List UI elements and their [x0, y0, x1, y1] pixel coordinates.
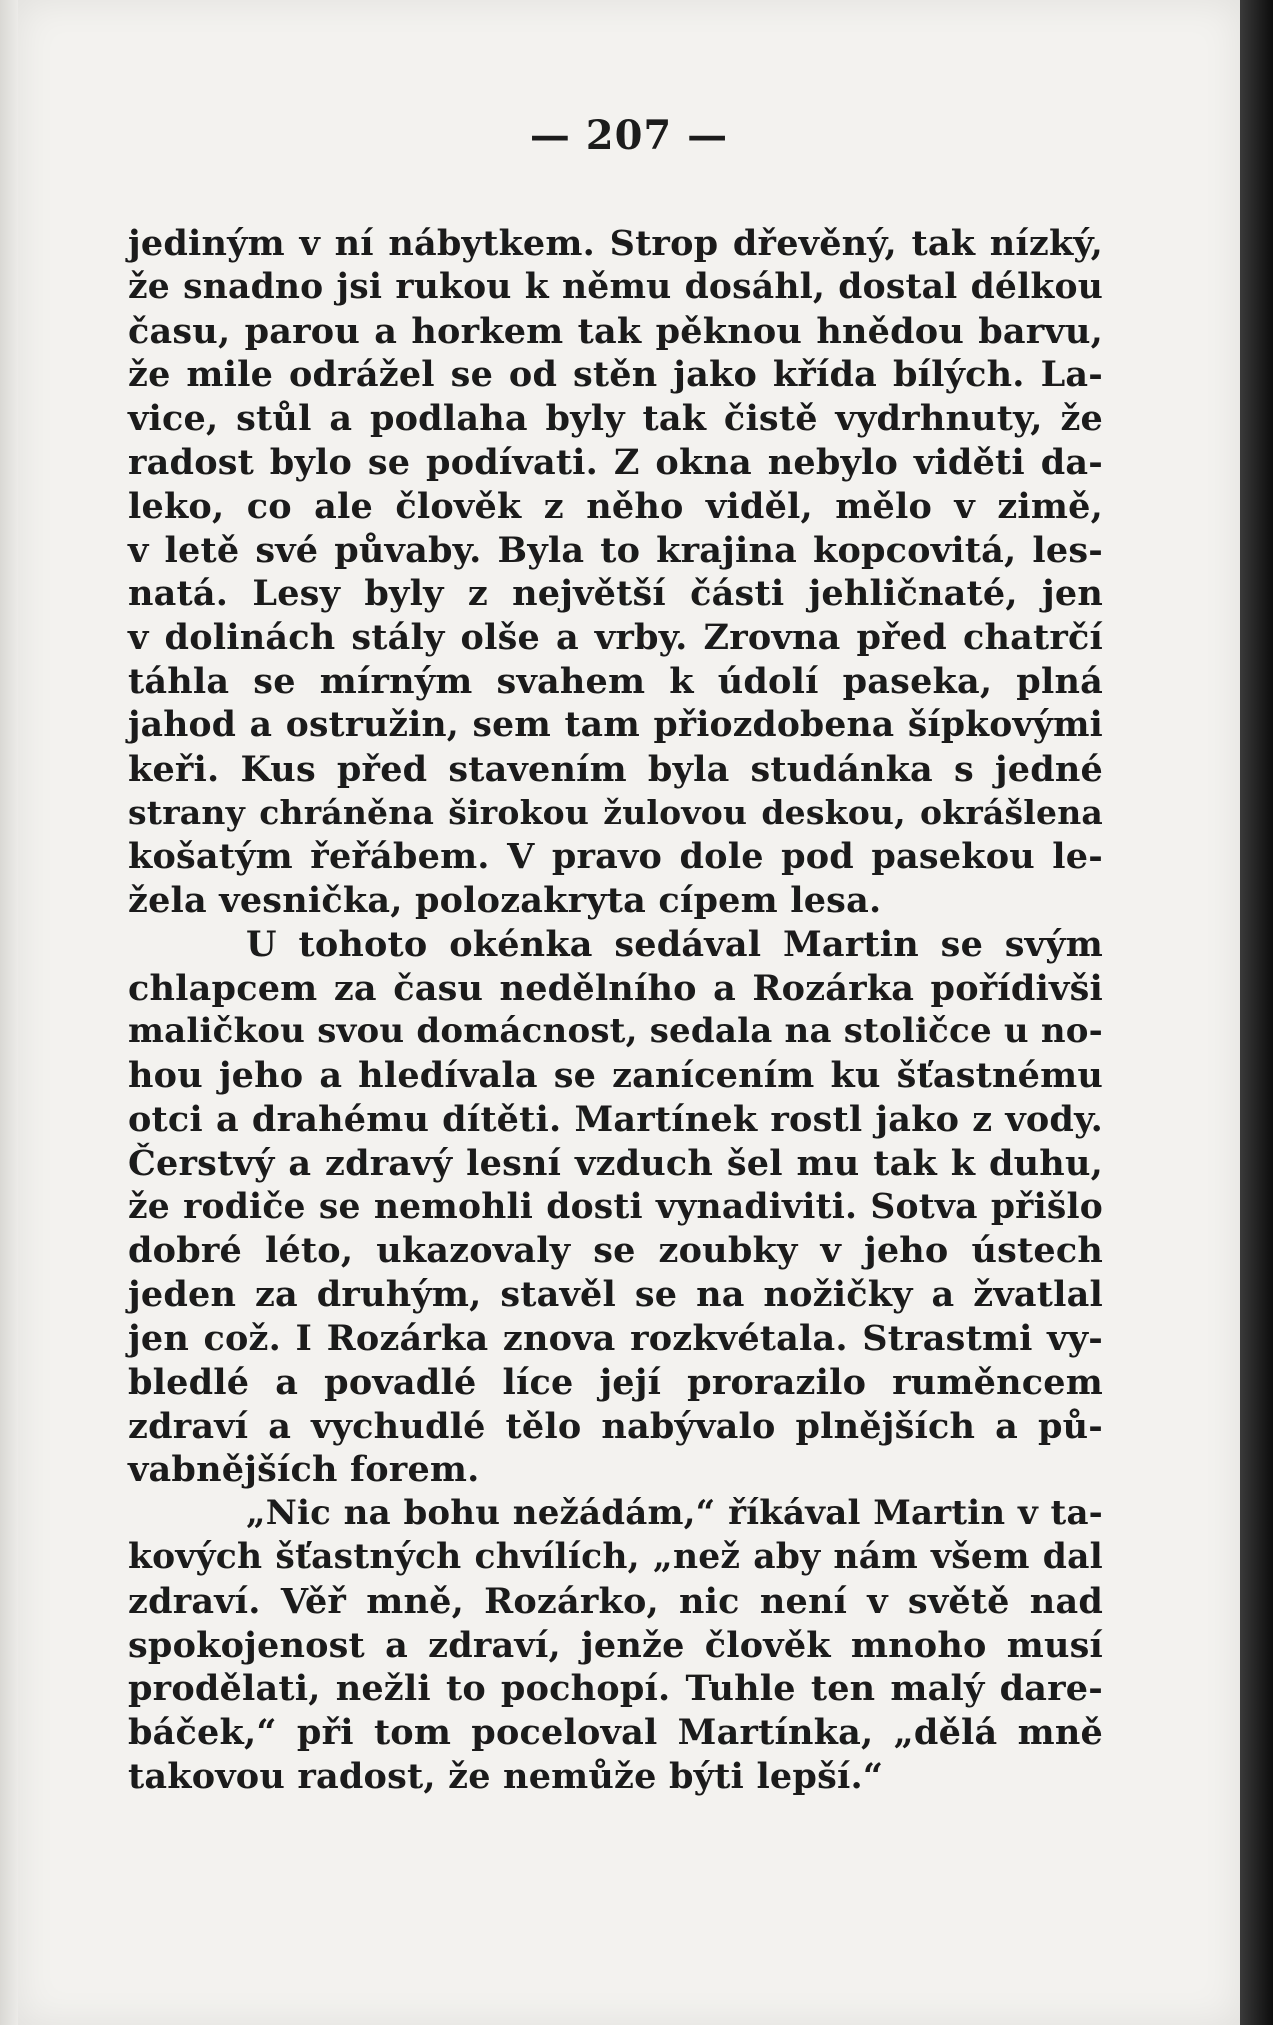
text-line: Čerstvý a zdravý lesní vzduch šel mu tak k duhu, — [128, 1142, 1103, 1184]
page-edge-left — [0, 0, 18, 2025]
text-line: že rodiče se nemohli dosti vynadiviti. Sotva přišlo — [128, 1186, 1103, 1227]
text-line: v dolinách stály olše a vrby. Zrovna před chatrčí — [128, 617, 1103, 659]
text-line: „Nic na bohu nežádám,“ říkával Martin v ta- — [246, 1493, 1103, 1534]
text-line: keři. Kus před stavením byla studánka s jedné — [128, 748, 1103, 790]
text-line: natá. Lesy byly z největší části jehličnaté, jen — [128, 573, 1103, 615]
page-number: — 207 — — [529, 112, 729, 159]
text-line: chlapcem za času nedělního a Rozárka pořídivši — [128, 967, 1103, 1009]
text-line: spokojenost a zdraví, jenže člověk mnoho musí — [128, 1624, 1103, 1666]
text-line: otci a drahému dítěti. Martínek rostl jako z vody. — [128, 1098, 1103, 1140]
text-line: košatým řeřábem. V pravo dole pod pasekou le- — [128, 836, 1103, 878]
text-line: v letě své půvaby. Byla to krajina kopcovitá, les- — [128, 529, 1103, 571]
text-line: strany chráněna širokou žulovou deskou, okrášlena — [128, 793, 1103, 833]
text-line: jahod a ostružin, sem tam přiozdobena šípkovými — [128, 704, 1103, 745]
text-line: kových šťastných chvílích, „než aby nám všem dal — [128, 1536, 1103, 1577]
text-line: radost bylo se podívati. Z okna nebylo viděti da- — [128, 441, 1103, 483]
text-line: táhla se mírným svahem k údolí paseka, plná — [128, 660, 1103, 702]
text-line: maličkou svou domácnost, sedala na stoličce u no- — [128, 1011, 1103, 1052]
text-line: jeden za druhým, stavěl se na nožičky a žvatlal — [128, 1274, 1103, 1316]
text-line: leko, co ale člověk z něho viděl, mělo v zimě, — [128, 485, 1103, 527]
text-line: vice, stůl a podlaha byly tak čistě vydrhnuty, že — [128, 398, 1103, 440]
text-line: hou jeho a hledívala se zanícením ku šťastnému — [128, 1055, 1103, 1097]
text-line: báček,“ při tom poceloval Martínka, „dělá mně — [128, 1712, 1103, 1754]
text-line: bledlé a povadlé líce její prorazilo ruměncem — [128, 1361, 1103, 1403]
text-line: zdraví a vychudlé tělo nabývalo plnějších a pů- — [128, 1405, 1103, 1447]
text-line: jen což. I Rozárka znova rozkvétala. Strastmi vy- — [128, 1317, 1103, 1359]
text-line: že snadno jsi rukou k němu dosáhl, dostal délkou — [128, 266, 1103, 307]
text-line: vabnějších forem. — [128, 1449, 480, 1491]
book-page — [18, 0, 1240, 2025]
page-edge-right — [1240, 0, 1273, 2025]
body-text — [128, 222, 1103, 1799]
text-line: jediným v ní nábytkem. Strop dřevěný, tak nízký, — [128, 223, 1103, 264]
text-line: dobré léto, ukazovaly se zoubky v jeho ústech — [128, 1230, 1103, 1272]
text-line: prodělati, nežli to pochopí. Tuhle ten malý dare- — [128, 1668, 1103, 1710]
text-line: U tohoto okénka sedával Martin se svým — [246, 923, 1103, 965]
text-line: zdraví. Věř mně, Rozárko, nic není v světě nad — [128, 1580, 1103, 1622]
text-line: času, parou a horkem tak pěknou hnědou barvu, — [128, 310, 1103, 352]
text-line: že mile odrážel se od stěn jako křída bílých. La- — [128, 354, 1103, 396]
text-line: žela vesnička, polozakryta cípem lesa. — [128, 879, 882, 921]
text-line: takovou radost, že nemůže býti lepší.“ — [128, 1755, 884, 1797]
